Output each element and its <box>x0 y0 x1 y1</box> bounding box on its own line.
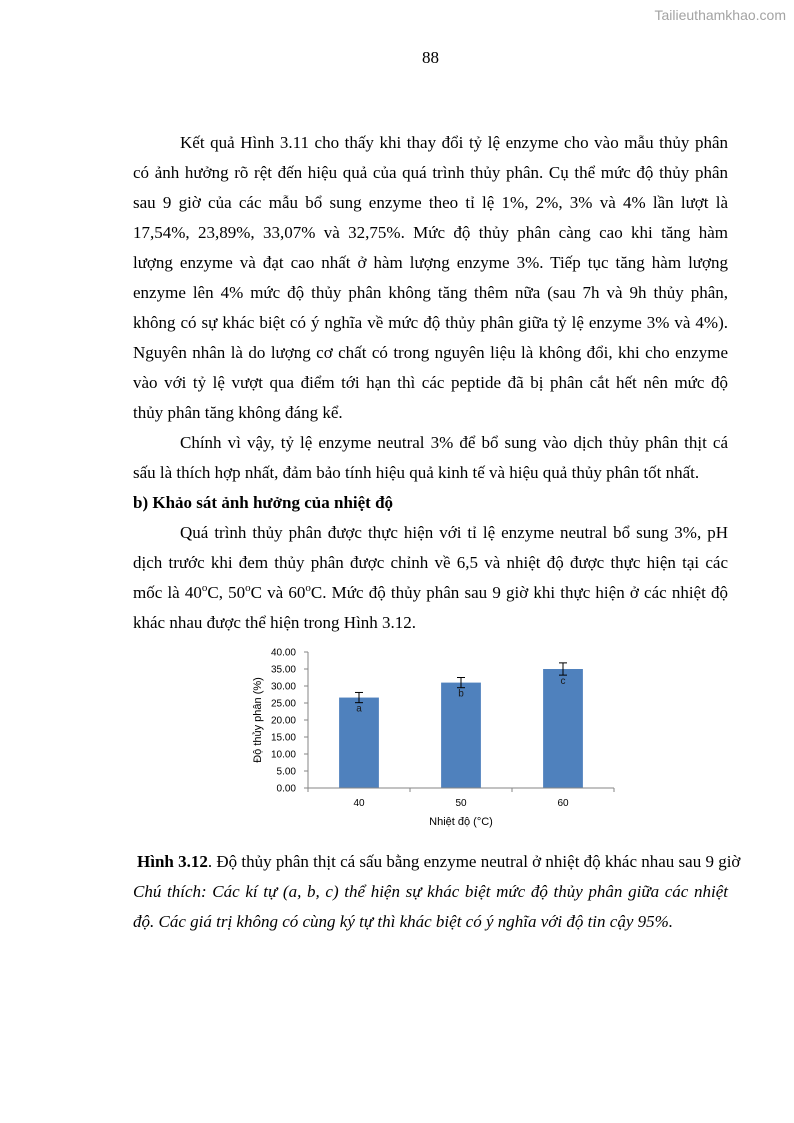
hydrolysis-temperature-bar-chart <box>230 640 630 835</box>
note-line: Chú thích: Các kí tự (a, b, c) thể hiện sự khác biệt mức độ thủy phân giữa các nhiệt <box>133 882 728 901</box>
text-line: sấu là thích hợp nhất, đảm bảo tính hiệu quả kinh tế và hiệu quả thủy phân tốt nhất. <box>133 463 700 482</box>
text-line: khác nhau được thể hiện trong Hình 3.12. <box>133 613 417 632</box>
significance-label: b <box>458 688 464 700</box>
degree-superscript: o <box>245 582 251 594</box>
text-line: vào với tỷ lệ vượt qua điểm tới hạn thì các peptide đã bị phân cắt hết nên mức độ <box>133 373 728 392</box>
text-line: enzyme lên 4% mức độ thủy phân không tăng thêm nữa (sau 7h và 9h thủy phân, <box>133 283 728 302</box>
text-line: Chính vì vậy, tỷ lệ enzyme neutral 3% để bổ sung vào dịch thủy phân thịt cá <box>180 433 728 452</box>
significance-label: c <box>560 676 566 688</box>
section-heading: b) Khảo sát ảnh hưởng của nhiệt độ <box>133 493 394 512</box>
text-line: lượng enzyme và đạt cao nhất ở hàm lượng enzyme 3%. Tiếp tục tăng hàm lượng <box>133 253 728 272</box>
y-tick-label: 0.00 <box>276 783 296 795</box>
text-segment: mốc là 40 <box>133 583 202 602</box>
text-segment: C, 50 <box>207 583 246 602</box>
y-tick-label: 40.00 <box>270 647 296 659</box>
degree-superscript: o <box>305 582 311 594</box>
x-axis-title: Nhiệt độ (°C) <box>429 816 493 828</box>
paragraph-conclusion <box>133 428 728 488</box>
text-line: không có sự khác biệt có ý nghĩa về mức độ thủy phân giữa tỷ lệ enzyme 3% và 4%). <box>133 313 728 332</box>
text-line-with-superscripts <box>133 578 728 608</box>
watermark: Tailieuthamkhao.com <box>654 7 786 23</box>
text-line: dịch trước khi đem thủy phân được chỉnh về 6,5 và nhiệt độ được thực hiện tại các <box>133 553 728 572</box>
text-line: thủy phân tăng không đáng kể. <box>133 403 343 422</box>
y-tick-label: 15.00 <box>270 732 296 744</box>
figure-label: Hình 3.12 <box>137 852 208 871</box>
text-line: Nguyên nhân là do lượng cơ chất có trong nguyên liệu là không đổi, khi cho enzyme <box>133 343 728 362</box>
text-line: Kết quả Hình 3.11 cho thấy khi thay đổi tỷ lệ enzyme cho vào mẫu thủy phân <box>180 133 728 152</box>
text-line: có ảnh hưởng rõ rệt đến hiệu quả của quá trình thủy phân. Cụ thể mức độ thủy phân <box>133 163 728 182</box>
x-tick-label: 40 <box>353 798 365 809</box>
y-tick-label: 30.00 <box>270 681 296 693</box>
x-tick-label: 50 <box>455 798 467 809</box>
body-text <box>133 128 728 638</box>
text-line: 17,54%, 23,89%, 33,07% và 32,75%. Mức độ thủy phân càng cao khi tăng hàm <box>133 223 728 242</box>
degree-superscript: o <box>201 582 208 594</box>
figure-caption-block <box>133 847 741 937</box>
text-line: sau 9 giờ của các mẫu bổ sung enzyme theo tỉ lệ 1%, 2%, 3% và 4% lần lượt là <box>133 193 728 212</box>
paragraph-temperature <box>133 518 728 638</box>
y-tick-label: 35.00 <box>270 664 296 676</box>
note-line: độ. Các giá trị không có cùng ký tự thì khác biệt có ý nghĩa với độ tin cậy 95%. <box>133 912 674 931</box>
text-segment: C. Mức độ thủy phân sau 9 giờ khi thực hiện ở các nhiệt độ <box>310 583 728 602</box>
page-number: 88 <box>422 48 439 67</box>
figure-caption-text: . Độ thủy phân thịt cá sấu bằng enzyme neutral ở nhiệt độ khác nhau sau 9 giờ <box>207 852 741 871</box>
text-segment: C và 60 <box>250 583 306 602</box>
y-tick-label: 25.00 <box>270 698 296 710</box>
y-tick-label: 10.00 <box>270 749 296 761</box>
paragraph-results <box>133 128 728 428</box>
y-axis-title: Độ thủy phân (%) <box>252 677 264 763</box>
significance-label: a <box>356 703 362 715</box>
y-tick-label: 20.00 <box>270 715 296 727</box>
figure-note <box>133 877 728 937</box>
text-line: Quá trình thủy phân được thực hiện với tỉ lệ enzyme neutral bổ sung 3%, pH <box>180 523 728 542</box>
x-tick-label: 60 <box>557 798 569 809</box>
y-tick-label: 5.00 <box>276 766 296 778</box>
figure-caption <box>133 847 741 877</box>
